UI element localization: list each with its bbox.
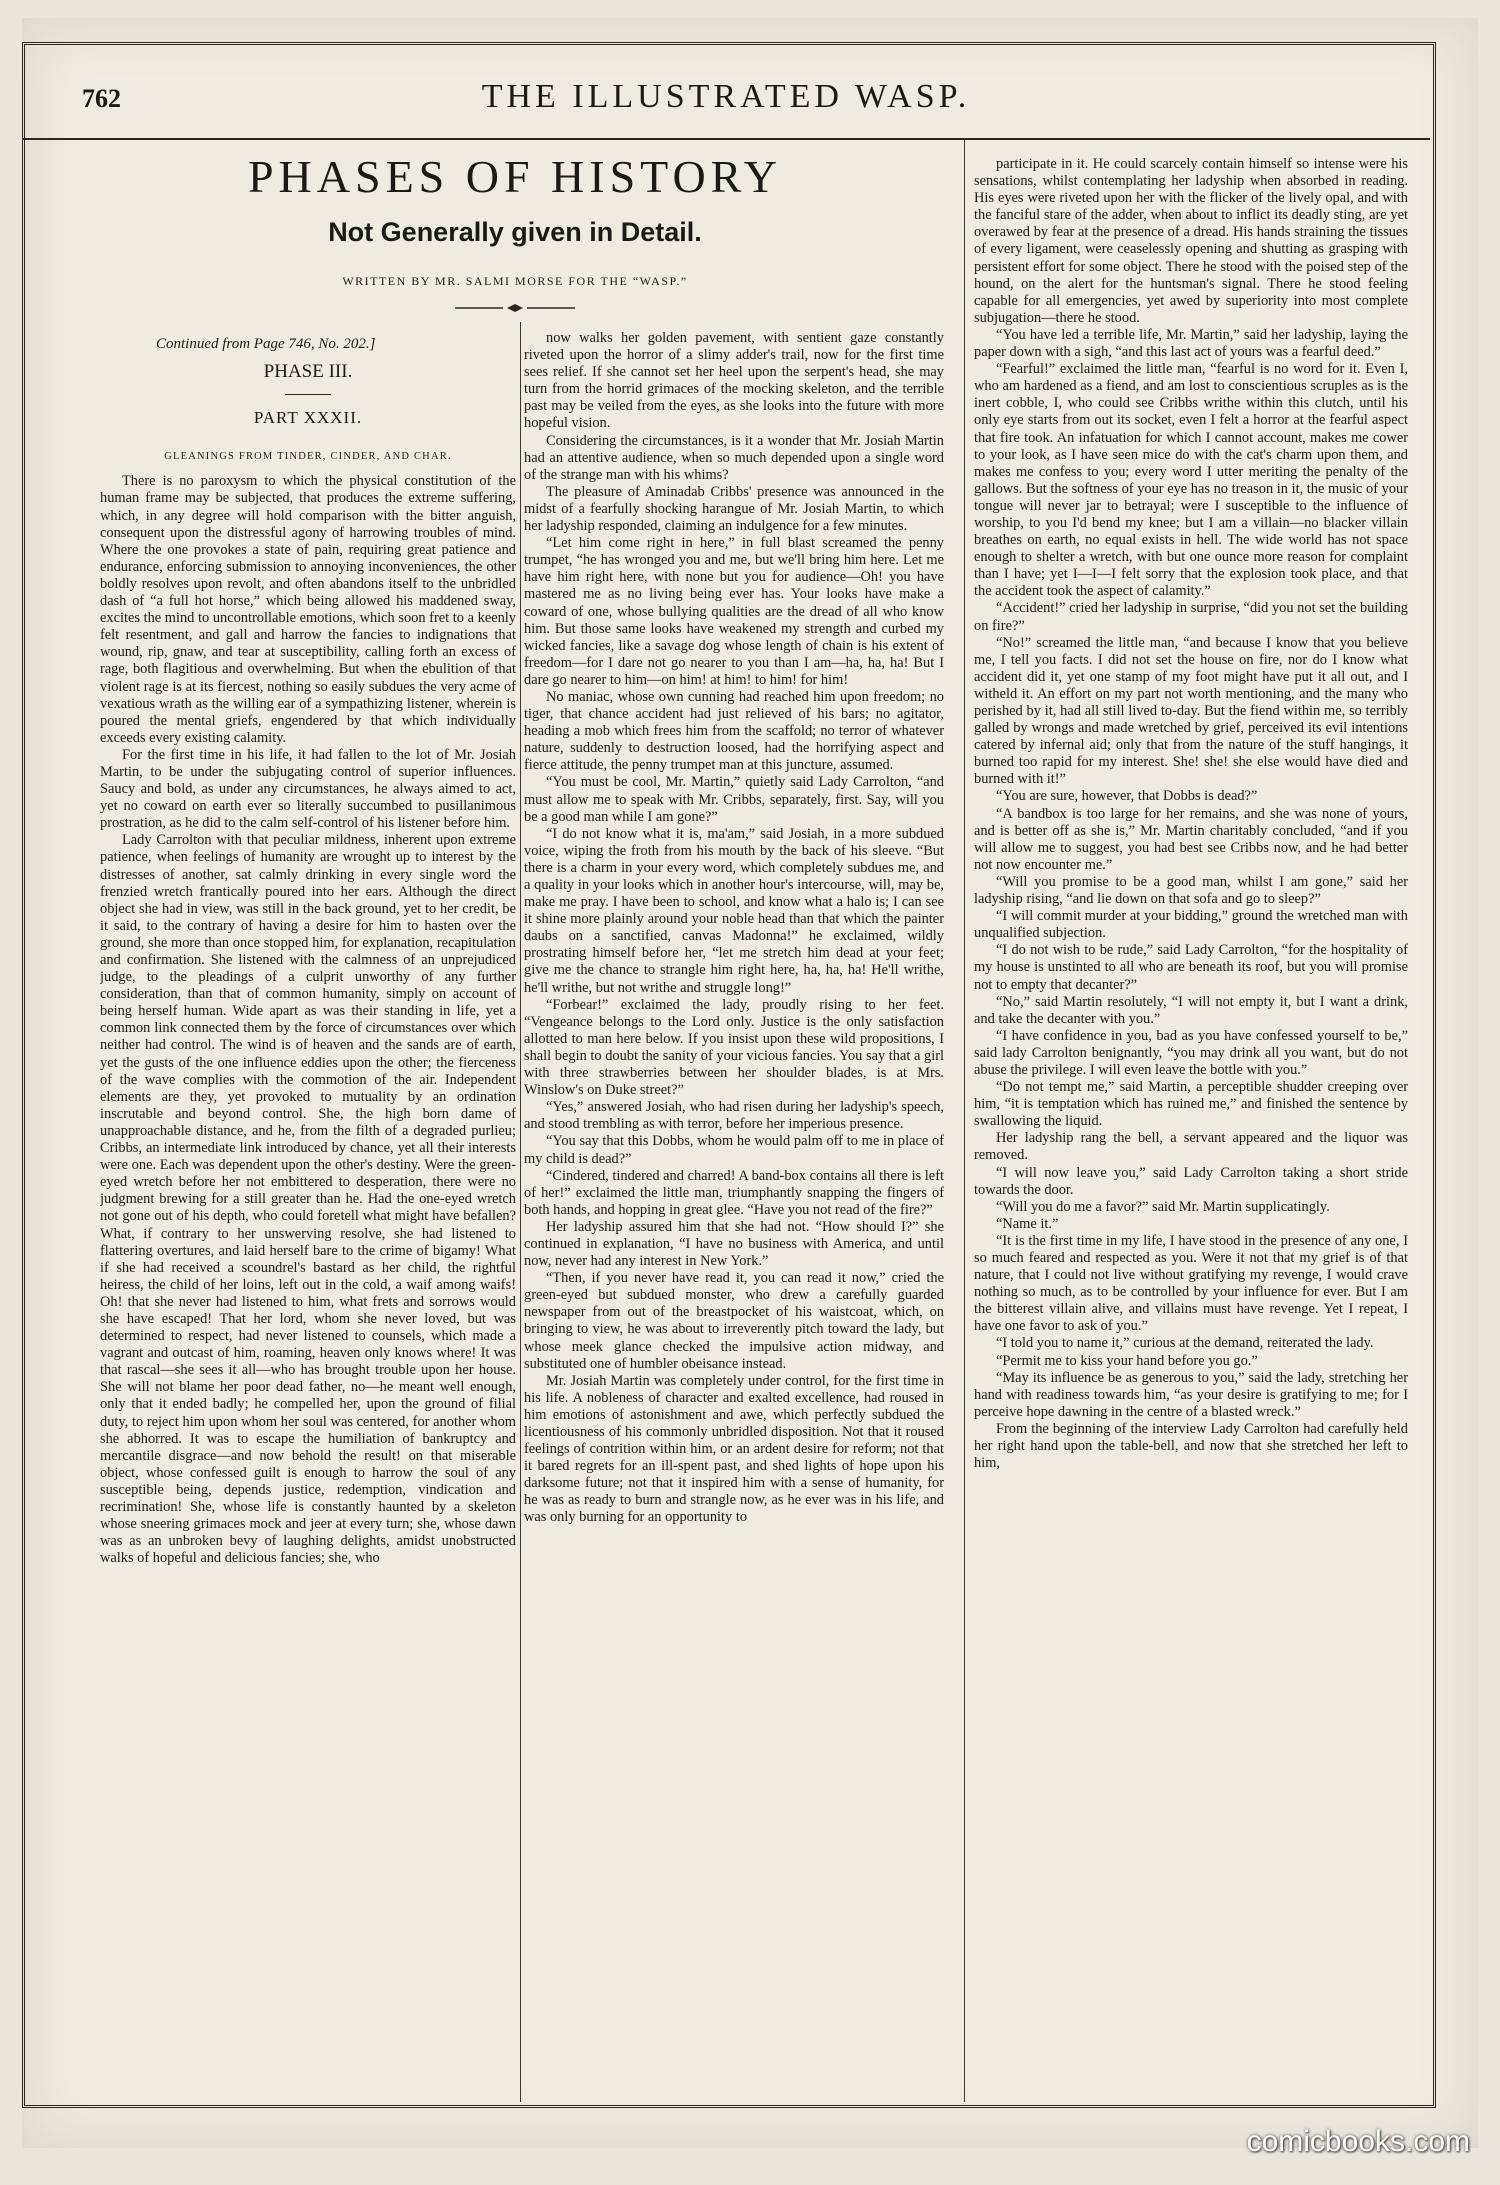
paragraph: For the first time in his life, it had fallen to the lot of Mr. Josiah Martin, to be under the subjugating control of superior influences. Saucy and bold, as under any circumstances, he always aimed to act, yet no coward on earth ever so literally succumbed to pusillanimous prostration, as he did to the calm self-control of his listener before him. — [100, 746, 516, 832]
article-title-block — [90, 150, 940, 313]
column-1 — [100, 336, 516, 2104]
article-title: PHASES OF HISTORY — [247, 151, 783, 202]
header-rule — [22, 138, 1430, 140]
column-1-body — [100, 473, 516, 1567]
masthead: THE ILLUSTRATED WASP. — [481, 78, 971, 115]
paragraph: “Permit me to kiss your hand before you go.” — [996, 1352, 1258, 1369]
paragraph: “I do not know what it is, ma'am,” said Josiah, in a more subdued voice, wiping the froth from his mouth by the back of his sleeve. “But there is a charm in your every word, which completely subdues me, and a quality in your looks which in another hour's intercourse, will, may be, make me pray. I have been to school, and know what a halo is; I can see it shine more plainly around your noble head than that which the painter daubs on a sanctified, canvas Madonna!” he exclaimed, wildly prostrating himself before her, “let me stretch him dead at your feet; give me the chance to strangle him right here, ha, ha, ha! He'll writhe, he'll writhe, but not writhe and struggle long!” — [524, 825, 944, 996]
paragraph: Her ladyship assured him that she had not. “How should I?” she continued in explanation, “I have no business with America, and until now, never had any interest in New York.” — [524, 1218, 944, 1270]
column-2 — [524, 330, 944, 2104]
column-divider-1 — [520, 322, 521, 2102]
paragraph: “You say that this Dobbs, whom he would palm off to me in place of my child is dead?” — [524, 1133, 944, 1167]
paragraph: “No!” screamed the little man, “and because I know that you believe me, I tell you facts. I did not set the house on fire, nor do I know what accident did it, yet one stamp of my foot might have put it all out, and I witheld it. An effort on my part not worth mentioning, and the many who perished by it, had all still lived to-day. But the fiend within me, so terribly galled by wrongs and made wretched by grief, perceived its evil intentions catered by infernal aid; only that from the nature of the stuff hangings, it burned too rapid for my interest. She! she! she else would have died and burned with it!” — [974, 634, 1408, 788]
continued-note: Continued from Page 746, No. 202.] — [156, 336, 376, 352]
paragraph: “Then, if you never have read it, you can read it now,” cried the green-eyed but subdued monster, who drew a carefully guarded newspaper from out of the breastpocket of his waistcoat, which, on bringing to view, he was about to irreverently pitch toward the lady, but whose meek glance checked the impulsive action midway, and substituted one of humbler obeisance instead. — [524, 1270, 944, 1372]
section-heading: GLEANINGS FROM TINDER, CINDER, AND CHAR. — [164, 451, 452, 463]
paragraph: “Fearful!” exclaimed the little man, “fearful is no word for it. Even I, who am hardened as a fiend, and am lost to conscientious scruples as is the inert cobble, I, who could see Cribbs writhe within this clutch, until his only eye starts from out its socket, even I felt a horror at the fearful aspect that fire took. An infatuation for which I cannot account, makes me cower to your look, as I have seen mice do with the cat's charm upon them, and makes me confess to you; every word I utter meriting the penalty of the gallows. But the softness of your eye has no treason in it, the music of your tongue will never jar to betrayal; were I susceptible to the influence of worship, to you I'd bend my knee; but I am a villain—no blacker villain breathes on earth, no equal exists in hell. The wide world has not space enough to shelter a wretch, with but one ounce more reason for complaint than I have; yet I—I—I felt sorry that the explosion took place, and that the accident took the aspect of calamity.” — [974, 361, 1408, 600]
paragraph: Considering the circumstances, is it a wonder that Mr. Josiah Martin had an attentive audience, when so much depended upon a single word of the strange man with his whims? — [524, 432, 944, 483]
section-rule — [285, 394, 331, 395]
paragraph: “Will you do me a favor?” said Mr. Martin supplicatingly. — [996, 1198, 1330, 1215]
paragraph: “I will now leave you,” said Lady Carrolton taking a short stride towards the door. — [974, 1164, 1408, 1198]
paragraph: “Name it.” — [996, 1215, 1059, 1232]
paragraph: “You are sure, however, that Dobbs is dead?” — [996, 788, 1258, 805]
paragraph: “It is the first time in my life, I have stood in the presence of any one, I so much feared and respected as you. Were it not that my grief is of that nature, that I could not live without gratifying my revenge, I would crave nothing so much, as to be controlled by your influence for ever. But I am the bitterest villain alive, and villains must have revenge. Yet I repeat, I have one favor to ask of you.” — [974, 1232, 1408, 1335]
paragraph: participate in it. He could scarcely contain himself so intense were his sensations, whilst contemplating her ladyship when absorbed in reading. His eyes were riveted upon her with the flicker of the lively opal, and with the fanciful stare of the adder, when about to inflict its deadly sting, are yet overawed by fear at the presence of a dread. His hands straining the tissues of every ligament, were ceaselessly opening and shutting as grasping with persistent effort for some object. There he stood with the poised step of the hound, on the alert for the huntsman's signal. There he stood feeling capable for all emergencies, yet awed by superiority into most complete subjugation—there he stood. — [974, 156, 1408, 326]
paragraph: Mr. Josiah Martin was completely under control, for the first time in his life. A nobleness of character and exalted excellence, had roused in him emotions of astonishment and awe, which perfectly subdued the licentiousness of his commonly unbridled disposition. Not that it roused feelings of contrition within him, or an ardent desire for reform; not that it bared regrets for an ill-spent past, and shed lights of hope upon his darksome future; not that it inspired him with a sense of humanity, for he was as ready to burn and strangle now, as he ever was in his life, and was only burning for an opportunity to — [524, 1372, 944, 1526]
paragraph: now walks her golden pavement, with sentient gaze constantly riveted upon the horror of a slimy adder's trail, now for the first time sees relief. If she cannot set her heel upon the serpent's head, she may turn from the horrid grimaces of the mocking skeleton, and the terrible past may be veiled from the eyes, as she looks into the future with more hopeful vision. — [524, 330, 944, 432]
paragraph: Lady Carrolton with that peculiar mildness, inherent upon extreme patience, when feelings of humanity are wrought up to interest by the distresses of another, sat calmly drinking in every single word the frenzied wretch frantically poured into her ears. Although the direct object she had in view, was still in the back ground, yet to her credit, be it said, to the contrary of having a desire for him to hasten over the ground, she more than once stopped him, for explanation, recapitulation and confirmation. She listened with the calmness of an unprejudiced judge, to the pleadings of a culprit unworthy of any further consideration, than that of common humanity, simply on account of being herself human. Wide apart as was their standing in life, yet a common link connected them by the force of circumstances over which neither had control. The wind is of heaven and the sands are of earth, yet the gusts of the one influence eddies upon the other; the fierceness of the wave complies with the commotion of the air. Independent elements are they, yet provoked to mutuality by an ordination inscrutable and beyond control. She, the high born dame of unapproachable distance, and he, from the filth of a degraded purlieu; Cribbs, an intermediate link introduced by chance, yet all their interests were one. Each was dependent upon the other's destiny. Were the green-eyed wretch before her not embittered to desperation, there were no judgment brewing for a still greater than he. Had the one-eyed wretch not gone out of his depth, who could foretell what might have befallen? What, if contrary to her unswerving resolve, she had listened to flattering overtures, and laid herself bare to the crime of bigamy! What if she had received a scoundrel's bastard as her child, the rightful heiress, the child of her loins, left out in the cold, a waif among waifs! Oh! that she never had listened to him, what frets and sorrows would she have escaped! That her lord, whom she never loved, but was determined to respect, had never listened to counsels, which made a vagrant and outcast of him, roaming, heaven only knows where! It was that rascal—she sees it all—who has brought trouble upon her house. She will not blame her poor dead father, no—he meant well enough, only that it ended badly; he compelled her, upon the ground of filial duty, to reject him upon whom her soul was centered, for another whom she abhorred. It was to escape the humiliation of bankruptcy and mercantile disgrace—and now behold the result! on that miserable object, whose confessed guilt is enough to harrow the soul of any susceptible being, depends justice, redemption, vindication and recrimination! She, whose life is constantly haunted by a skeleton whose sneering grimaces mock and jeer at every turn; she, whose dawn was as an unbroken bevy of laughing delights, amidst unobstructed walks of hopeful and delicious fancies; she, who — [100, 832, 516, 1567]
paragraph: No maniac, whose own cunning had reached him upon freedom; no tiger, that chance accident had just relieved of his bars; no agitator, heading a mob which frees him from the scaffold; no terror of whatever nature, suddenly to destruction loosed, had the horrifying aspect and fierce attitude, the penny trumpet man at this juncture, assumed. — [524, 688, 944, 774]
column-3-body — [974, 156, 1408, 1472]
paragraph: “Do not tempt me,” said Martin, a perceptible shudder creeping over him, “it is temptation which has ruined me,” and finished the sentence by swallowing the liquid. — [974, 1079, 1408, 1130]
paragraph: “May its influence be as generous to you,” said the lady, stretching her hand with readiness towards him, “as your desire is gratifying to me; for I perceive hope dawning in the centre of a blasted wreck.” — [974, 1369, 1408, 1420]
paragraph: “I do not wish to be rude,” said Lady Carrolton, “for the hospitality of my house is unstinted to all who are beneath its roof, but you will promise not to empty that decanter?” — [974, 942, 1408, 993]
paragraph: “Accident!” cried her ladyship in surprise, “did you not set the building on fire?” — [974, 600, 1408, 634]
page-header — [22, 60, 1430, 130]
column-2-body — [524, 330, 944, 1527]
column-3 — [974, 156, 1408, 2104]
paragraph: Her ladyship rang the bell, a servant appeared and the liquor was removed. — [974, 1130, 1408, 1164]
phase-heading: PHASE III. — [263, 361, 353, 383]
paragraph: “A bandbox is too large for her remains, and she was none of yours, and is better off as she is,” Mr. Martin charitably concluded, “and if you will allow me to suggest, you had best see Cribbs now, and he had better not now encounter me.” — [974, 805, 1408, 873]
watermark: comicbooks.com — [1246, 2125, 1470, 2158]
paragraph: “You must be cool, Mr. Martin,” quietly said Lady Carrolton, “and must allow me to speak with Mr. Cribbs, separately, first. Say, will you be a good man while I am gone?” — [524, 774, 944, 825]
page-number: 762 — [82, 84, 121, 113]
byline: WRITTEN BY MR. SALMI MORSE FOR THE “WASP.” — [342, 274, 688, 288]
article-subtitle: Not Generally given in Detail. — [328, 217, 702, 247]
part-heading: PART XXXII. — [253, 408, 363, 428]
paragraph: “I will commit murder at your bidding,” ground the wretched man with unqualified subjection. — [974, 908, 1408, 942]
paragraph: “Let him come right in here,” in full blast screamed the penny trumpet, “he has wronged you and me, but we'll bring him here. Let me have him right here, with none but you for audience—Oh! you have mastered me as no living being ever has. Your looks have make a coward of one, whose bullying qualities are the dread of all who know him. But those same looks have weakened my strength and curbed my wicked fancies, like a savage dog whose length of chain is his extent of freedom—for I dare not go nearer to you than I am—ha, ha, ha! But I dare go nearer to him—on him! at him! to him! for him! — [524, 535, 944, 688]
paragraph: “You have led a terrible life, Mr. Martin,” said her ladyship, laying the paper down with a sigh, “and this last act of yours was a fearful deed.” — [974, 326, 1408, 361]
paragraph: There is no paroxysm to which the physical constitution of the human frame may be subjected, that produces the extreme suffering, which, in any degree will hold comparison with the bitter anguish, consequent upon the distressful agony of harrowing troubles of mind. Where the one provokes a state of pain, requiring great patience and endurance, enforcing submission to annoying inconveniences, the other boldly resolves upon revolt, and often abandons itself to the unbridled dash of “a full hot horse,” which being allowed his maddened sway, excites the mind to uncontrollable emotions, which soon fret to a keenly felt resentment, and gall and harrow the fancies to indignations that wound, rip, gnaw, and tear at susceptibility, calling forth an excess of rage, both flagitious and overwhelming. But when the ebulition of that violent rage is at its fiercest, nothing so easily subdues the very acme of vexatious wrath as the willing ear of a sympathizing listener, wherein is poured the mental griefs, engendered by that which individually exceeds every existing calamity. — [100, 473, 516, 746]
paragraph: The pleasure of Aminadab Cribbs' presence was announced in the midst of a fearfully shocking harangue of Mr. Josiah Martin, to which her ladyship responded, claiming an indulgence for a few minutes. — [524, 483, 944, 535]
paragraph: “No,” said Martin resolutely, “I will not empty it, but I want a drink, and take the decanter with you.” — [974, 993, 1408, 1027]
paragraph: “Yes,” answered Josiah, who had risen during her ladyship's speech, and stood trembling as with terror, before her imperious presence. — [524, 1099, 944, 1133]
paragraph: “I told you to name it,” curious at the demand, reiterated the lady. — [996, 1335, 1374, 1352]
ornamental-rule-icon — [455, 303, 575, 313]
paragraph: “I have confidence in you, bad as you have confessed yourself to be,” said lady Carrolton benignantly, “you may drink all you want, but do not abuse the privilege. I will even leave the bottle with you.” — [974, 1027, 1408, 1078]
paragraph: “Will you promise to be a good man, whilst I am gone,” said her ladyship rising, “and lie down on that sofa and go to sleep?” — [974, 873, 1408, 908]
paragraph: “Cindered, tindered and charred! A band-box contains all there is left of her!” exclaimed the little man, triumphantly snapping the fingers of both hands, and hopping in great glee. “Have you not read of the fire?” — [524, 1167, 944, 1218]
paragraph: “Forbear!” exclaimed the lady, proudly rising to her feet. “Vengeance belongs to the Lord only. Justice is the only satisfaction allotted to man here below. If you insist upon these wild propositions, I shall begin to doubt the sanity of your vicious fancies. You say that a girl with three strawberries between her shoulder blades, is at Mrs. Winslow's on Duke street?” — [524, 996, 944, 1099]
column-divider-2 — [964, 140, 965, 2102]
paragraph: From the beginning of the interview Lady Carrolton had carefully held her right hand upon the table-bell, and now that she stretched her left to him, — [974, 1420, 1408, 1472]
